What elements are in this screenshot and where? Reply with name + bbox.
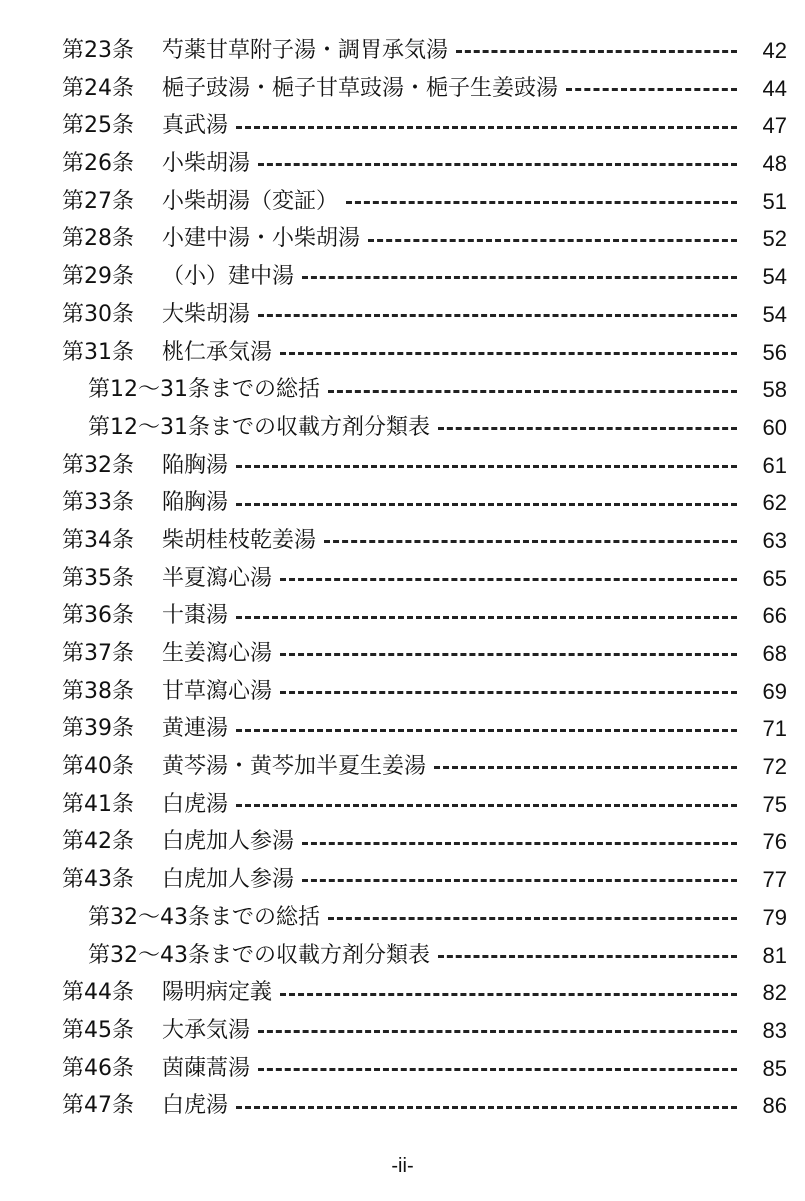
toc-entry[interactable] [0,861,805,899]
toc-entry-title-line [162,220,737,258]
toc-summary-entry[interactable] [0,937,805,975]
toc-entry-title-line [162,145,737,183]
toc-entry-title: 半夏瀉心湯 [162,565,273,591]
dash-leader [434,766,737,769]
toc-entry[interactable] [0,522,805,560]
toc-entry-title: 第32～43条までの総括 [88,904,320,930]
toc-entry-page-number: 68 [762,641,787,666]
toc-entry-page-number: 62 [762,490,787,516]
dash-leader [258,314,737,317]
dash-leader [236,1106,737,1109]
toc-entry-title-line [162,447,737,485]
dash-leader [302,276,737,279]
toc-entry-title: 陽明病定義 [162,980,273,1006]
toc-entry-title: 白虎湯 [162,1093,229,1119]
dash-leader [280,578,737,581]
toc-entry-title: 甘草瀉心湯 [162,678,273,704]
dash-leader [236,126,737,129]
toc-entry-article-number: 第37条 [62,641,134,666]
toc-entry-title-line [162,70,737,108]
toc-entry[interactable] [0,560,805,598]
dash-leader [438,955,737,958]
toc-entry-title: 陥胸湯 [162,490,229,516]
table-of-contents [0,32,805,1125]
dash-leader [236,616,737,619]
dash-leader [324,540,737,543]
toc-entry-title: 茵蔯蒿湯 [162,1055,251,1081]
toc-entry-page-number: 61 [762,452,787,478]
toc-entry-title: （小）建中湯 [162,264,295,290]
toc-entry-title-line [162,296,737,334]
toc-entry-article-number: 第47条 [62,1093,134,1119]
toc-entry-page-number: 54 [762,264,787,290]
toc-entry-page-number: 65 [762,565,787,591]
toc-entry-title-line [162,710,737,748]
toc-entry-article-number: 第23条 [62,38,134,63]
toc-entry-title-line [162,1050,737,1088]
toc-entry-page-number: 54 [762,301,787,327]
toc-entry-page-number: 47 [762,113,787,139]
toc-entry-title: 生姜瀉心湯 [162,641,273,666]
toc-entry[interactable] [0,786,805,824]
toc-entry-article-number: 第32条 [62,452,134,478]
toc-entry-title-line [162,974,737,1012]
toc-entry-title: 黄芩湯・黄芩加半夏生姜湯 [162,754,427,780]
dash-leader [236,729,737,732]
toc-entry-title-line [162,786,737,824]
toc-entry-title: 白虎加人参湯 [162,867,295,893]
toc-entry[interactable] [0,296,805,334]
toc-entry-title: 十棗湯 [162,603,229,629]
dash-leader [328,390,737,393]
toc-entry[interactable] [0,597,805,635]
toc-entry-page-number: 71 [762,716,787,742]
toc-entry-title: 黄連湯 [162,716,229,742]
toc-entry[interactable] [0,183,805,221]
toc-entry-title: 大柴胡湯 [162,301,251,327]
dash-leader [236,465,737,468]
toc-entry-title: 芍薬甘草附子湯・調胃承気湯 [162,38,449,63]
toc-entry[interactable] [0,334,805,372]
dash-leader [438,427,737,430]
toc-entry-article-number: 第43条 [62,867,134,893]
toc-entry-title: 第32～43条までの収載方剤分類表 [88,942,430,968]
toc-entry[interactable] [0,447,805,485]
toc-entry[interactable] [0,1087,805,1125]
toc-entry[interactable] [0,32,805,70]
toc-entry-title-line [88,371,737,409]
toc-entry[interactable] [0,1012,805,1050]
toc-entry[interactable] [0,145,805,183]
toc-entry-article-number: 第29条 [62,264,134,290]
toc-entry-article-number: 第39条 [62,716,134,742]
dash-leader [302,842,737,845]
toc-entry[interactable] [0,1050,805,1088]
toc-entry-page-number: 82 [762,980,787,1006]
toc-entry-title-line [162,823,737,861]
toc-entry-page-number: 85 [762,1055,787,1081]
toc-entry-title-line [162,258,737,296]
toc-entry-page-number: 75 [762,791,787,817]
toc-entry-title: 真武湯 [162,113,229,139]
toc-entry-title: 梔子豉湯・梔子甘草豉湯・梔子生姜豉湯 [162,75,559,101]
toc-entry-title: 桃仁承気湯 [162,339,273,365]
toc-entry[interactable] [0,258,805,296]
toc-entry-page-number: 66 [762,603,787,629]
toc-entry-title-line [162,183,737,221]
dash-leader [302,879,737,882]
toc-entry-article-number: 第35条 [62,565,134,591]
toc-entry-page-number: 60 [762,414,787,440]
dash-leader [346,201,737,204]
toc-entry-title-line [162,32,737,70]
toc-entry[interactable] [0,823,805,861]
toc-entry-title-line [162,522,737,560]
page-number-footer: -ii- [391,1155,414,1177]
toc-entry[interactable] [0,710,805,748]
toc-entry-title: 小柴胡湯 [162,151,251,177]
toc-entry-page-number: 76 [762,829,787,855]
dash-leader [280,352,737,355]
toc-summary-entry[interactable] [0,409,805,447]
toc-entry-title: 第12～31条までの総括 [88,377,320,403]
toc-entry-title-line [162,861,737,899]
toc-entry-title-line [162,597,737,635]
dash-leader [258,163,737,166]
toc-entry-article-number: 第40条 [62,754,134,780]
dash-leader [328,917,737,920]
dash-leader [258,1068,737,1071]
dash-leader [368,239,737,242]
toc-entry-article-number: 第41条 [62,791,134,817]
dash-leader [280,993,737,996]
toc-entry-article-number: 第31条 [62,339,134,365]
toc-entry-title-line [88,899,737,937]
toc-entry-article-number: 第33条 [62,490,134,516]
dash-leader [258,1030,737,1033]
toc-entry-page-number: 69 [762,678,787,704]
toc-entry-title: 小柴胡湯（変証） [162,188,339,214]
toc-entry-title: 白虎湯 [162,791,229,817]
toc-entry[interactable] [0,484,805,522]
toc-entry-article-number: 第38条 [62,678,134,704]
dash-leader [280,653,737,656]
toc-entry-article-number: 第44条 [62,980,134,1006]
toc-entry-page-number: 63 [762,527,787,553]
toc-entry-page-number: 81 [762,942,787,968]
dash-leader [236,503,737,506]
dash-leader [236,804,737,807]
toc-entry-page-number: 48 [762,151,787,177]
toc-entry-title-line [162,1087,737,1125]
toc-entry-title-line [162,107,737,145]
toc-entry-title: 白虎加人参湯 [162,829,295,855]
toc-entry-article-number: 第25条 [62,113,134,139]
toc-entry-page-number: 51 [762,188,787,214]
toc-entry-title: 柴胡桂枝乾姜湯 [162,527,317,553]
toc-entry-title-line [162,334,737,372]
toc-entry-title-line [88,409,737,447]
dash-leader [456,50,737,53]
toc-entry-title-line [162,560,737,598]
toc-entry-page-number: 44 [762,75,787,101]
toc-entry-title-line [162,1012,737,1050]
toc-entry-page-number: 56 [762,339,787,365]
toc-entry-title: 陥胸湯 [162,452,229,478]
toc-entry-article-number: 第30条 [62,301,134,327]
toc-entry[interactable] [0,220,805,258]
toc-entry[interactable] [0,107,805,145]
toc-entry-page-number: 42 [762,38,787,63]
toc-entry-article-number: 第27条 [62,188,134,214]
toc-entry-title-line [162,635,737,673]
toc-entry-page-number: 86 [762,1093,787,1119]
toc-entry[interactable] [0,70,805,108]
toc-entry-title: 第12～31条までの収載方剤分類表 [88,414,430,440]
toc-entry-title-line [162,748,737,786]
toc-entry-title: 大承気湯 [162,1017,251,1043]
toc-entry-page-number: 58 [762,377,787,403]
toc-entry-page-number: 77 [762,867,787,893]
toc-entry-article-number: 第45条 [62,1017,134,1043]
dash-leader [280,691,737,694]
toc-entry[interactable] [0,673,805,711]
toc-entry[interactable] [0,635,805,673]
toc-entry-title: 小建中湯・小柴胡湯 [162,226,361,252]
toc-entry-page-number: 72 [762,754,787,780]
toc-entry-article-number: 第24条 [62,75,134,101]
toc-entry-title-line [162,673,737,711]
toc-summary-entry[interactable] [0,899,805,937]
toc-entry[interactable] [0,748,805,786]
toc-entry-title-line [88,937,737,975]
toc-entry-page-number: 83 [762,1017,787,1043]
toc-entry-page-number: 52 [762,226,787,252]
toc-entry-article-number: 第46条 [62,1055,134,1081]
toc-entry-article-number: 第28条 [62,226,134,252]
toc-entry-article-number: 第26条 [62,151,134,177]
toc-entry-article-number: 第42条 [62,829,134,855]
toc-entry-page-number: 79 [762,904,787,930]
toc-entry-article-number: 第34条 [62,527,134,553]
toc-entry-title-line [162,484,737,522]
toc-entry[interactable] [0,974,805,1012]
toc-entry-article-number: 第36条 [62,603,134,629]
dash-leader [566,88,737,91]
toc-summary-entry[interactable] [0,371,805,409]
